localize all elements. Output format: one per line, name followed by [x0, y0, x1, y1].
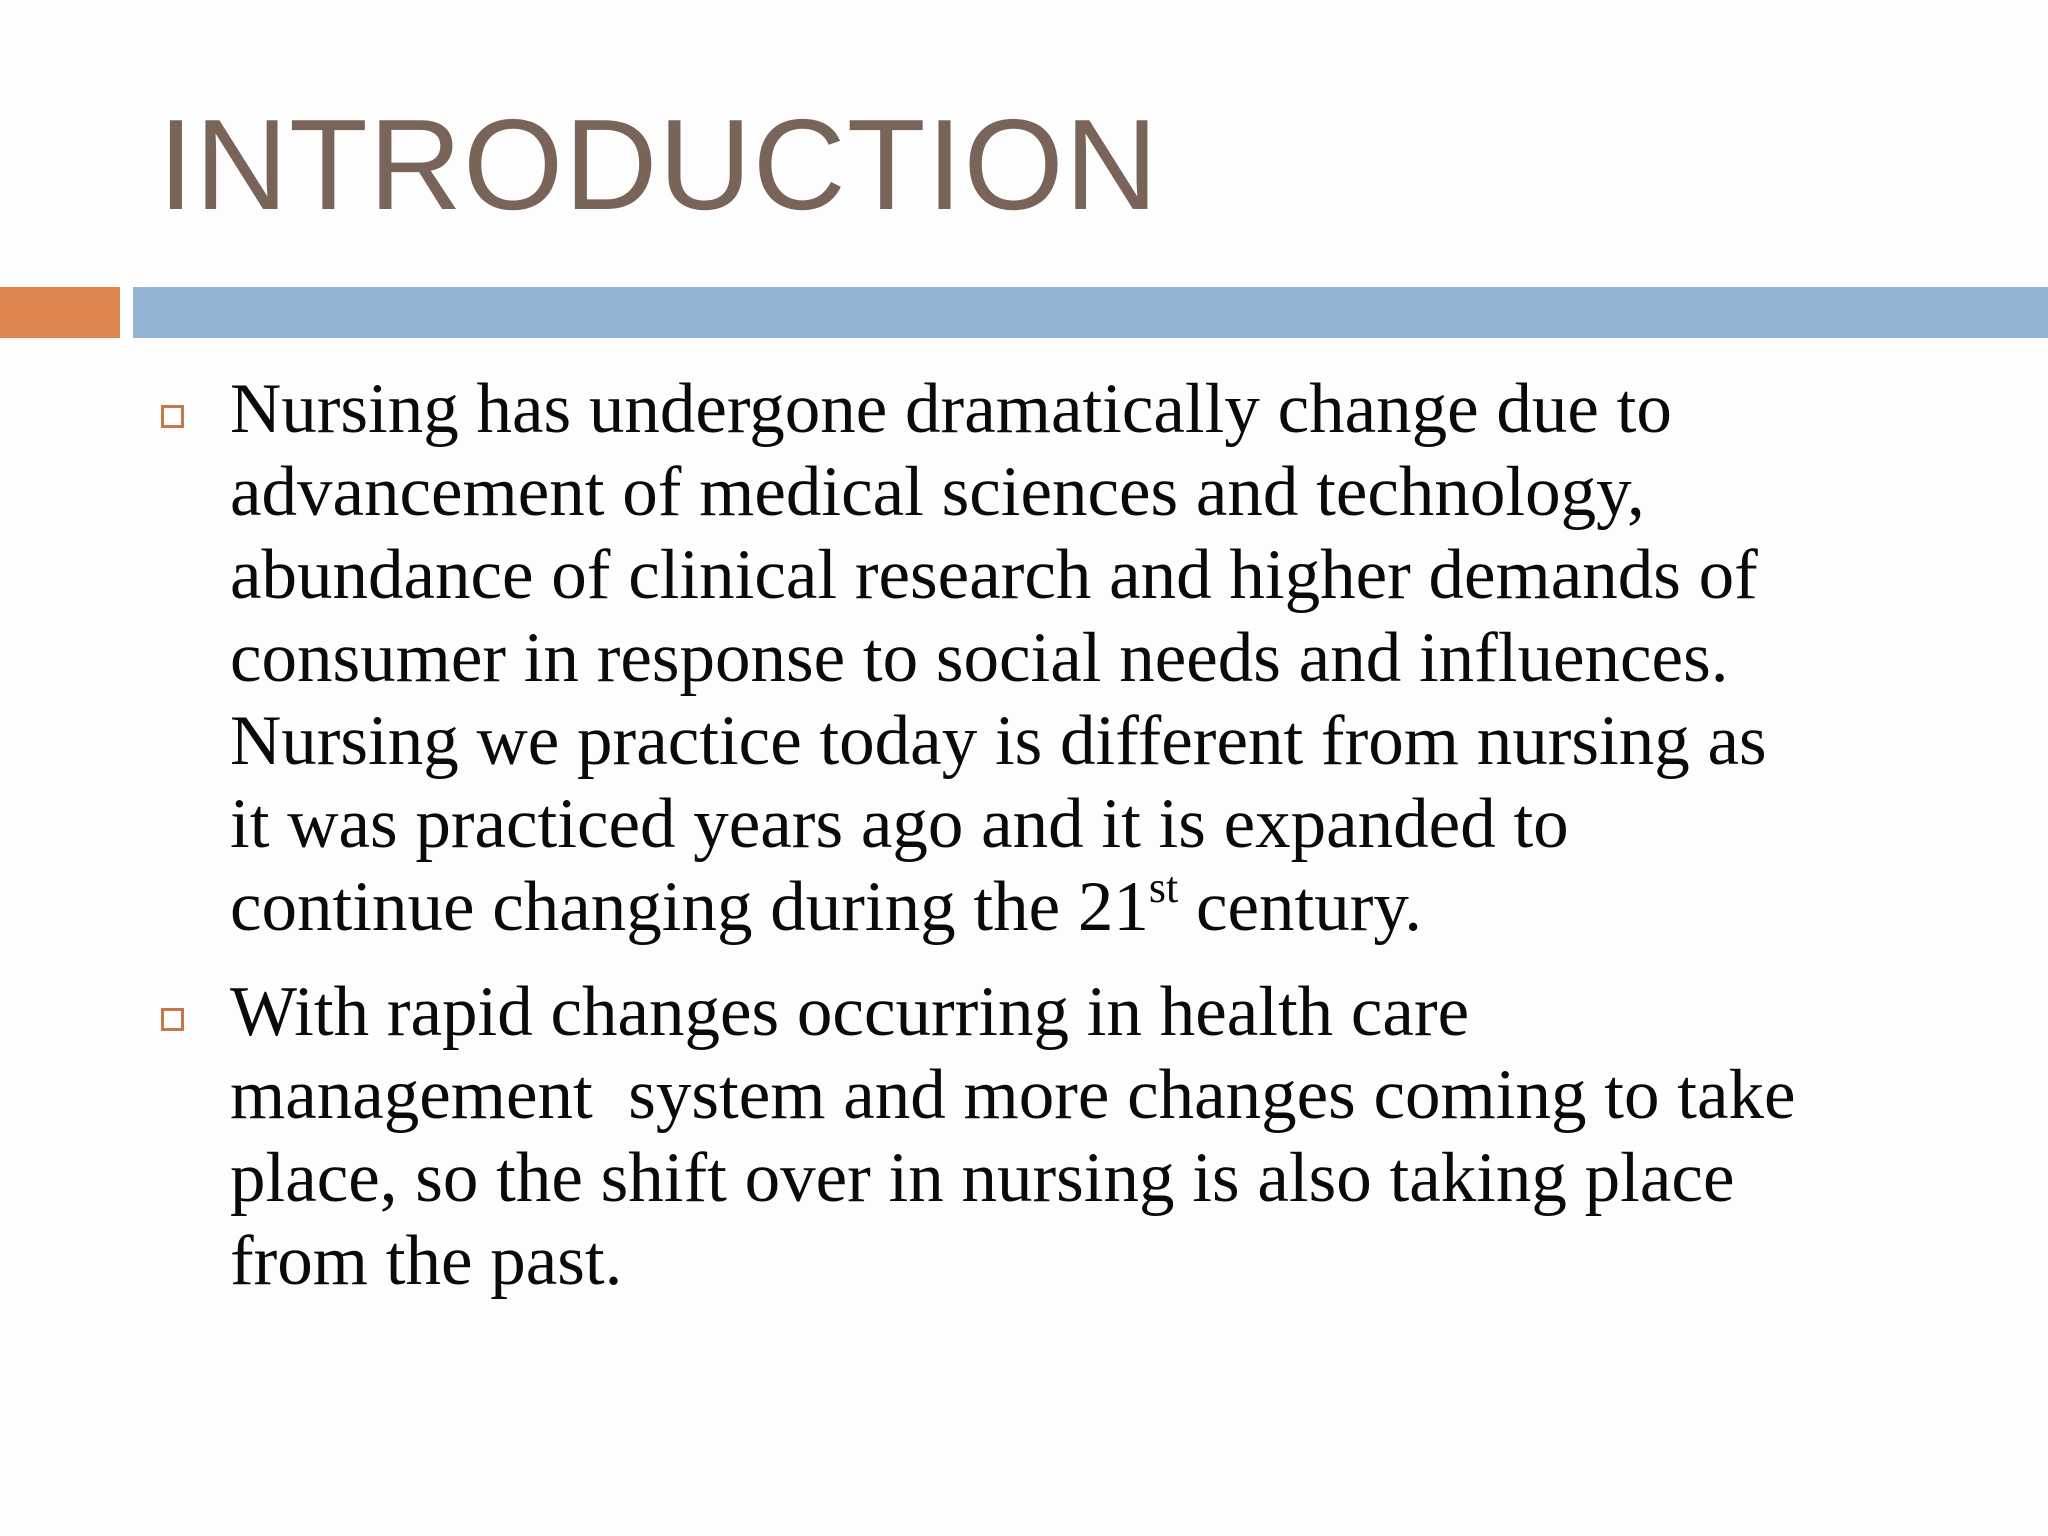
bullet-2-line-1: With rapid changes occurring in health care: [230, 973, 1470, 1051]
bullet-1-line-7-start: continue changing during the 21: [230, 868, 1149, 946]
bullet-text-2: [230, 971, 1958, 1303]
bullet-text-1: [230, 368, 1958, 949]
bullet-2-line-4: from the past.: [230, 1222, 623, 1300]
bullet-1-line-3: abundance of clinical research and higher demands of: [230, 536, 1758, 614]
ordinal-superscript: st: [1148, 863, 1179, 912]
bullet-1-line-1: Nursing has undergone dramatically change due to: [230, 370, 1672, 448]
bullet-list: [158, 368, 1958, 1325]
bullet-1-line-6: it was practiced years ago and it is expanded to: [230, 785, 1569, 863]
bullet-item-2: [158, 971, 1958, 1303]
bullet-1-line-4: consumer in response to social needs and influences.: [230, 619, 1729, 697]
bullet-2-line-2: management system and more changes coming to take: [230, 1056, 1796, 1134]
square-bullet-icon: [161, 1008, 184, 1031]
square-bullet-icon: [161, 405, 184, 428]
bullet-1-line-5: Nursing we practice today is different from nursing as: [230, 702, 1767, 780]
bullet-1-line-7: [230, 863, 1958, 949]
title-rule-bar: [133, 287, 2048, 338]
title-accent-block: [0, 287, 120, 338]
bullet-2-line-3: place, so the shift over in nursing is also taking place: [230, 1139, 1735, 1217]
bullet-1-line-2: advancement of medical sciences and technology,: [230, 453, 1645, 531]
slide-title: INTRODUCTION: [158, 93, 1159, 237]
bullet-1-line-7-end: century.: [1178, 868, 1422, 946]
bullet-item-1: [158, 368, 1958, 949]
